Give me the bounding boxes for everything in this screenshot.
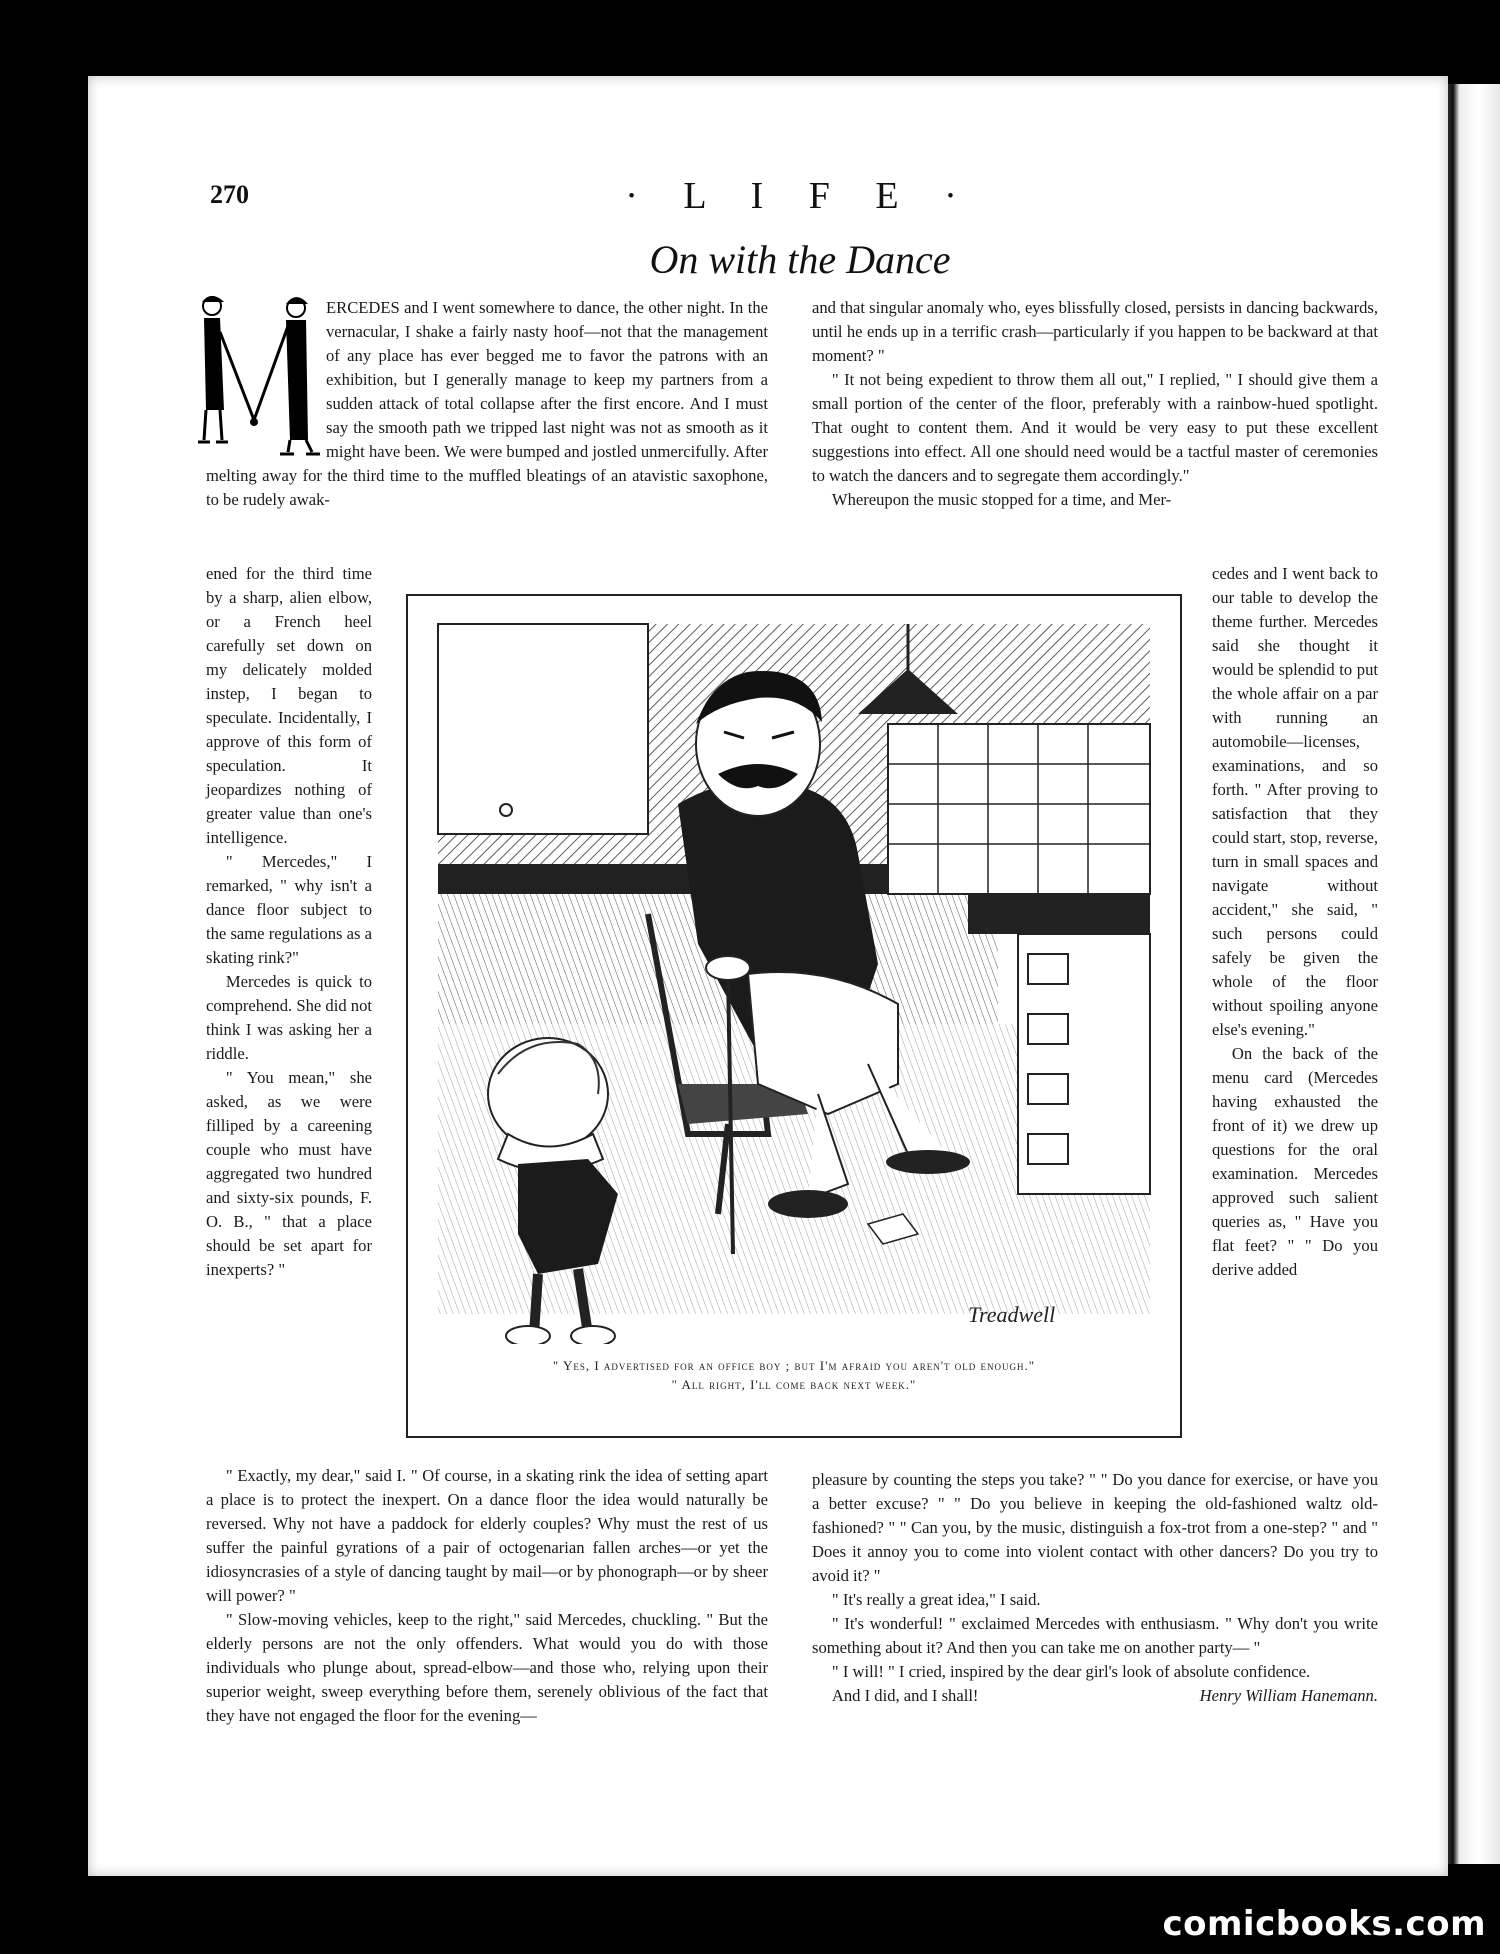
paragraph: " It's really a great idea," I said. — [831, 1590, 1041, 1609]
masthead: · L I F E · — [625, 175, 975, 217]
closing-text: And I did, and I shall! — [831, 1686, 979, 1705]
paragraph: " Exactly, my dear," said I. " Of course, in a skating rink the idea of setting apart a place is to protect the inexpert. On a dance floor the idea would naturally be reversed. Why not have a paddock for elderly couples? Why must the rest of us suffer the painful gyrations of a pair of octogenarian fallen arches—or yet the idiosyncrasies of a style of dancing taught by mail—or by phonograph—or by sheer will power? " — [206, 1466, 768, 1605]
paragraph: " It not being expedient to throw them all out," I replied, " I should give them a small portion of the center of the floor, preferably with a rainbow-hued spotlight. That ought to content them. And it would be very easy to put these excellent suggestions into effect. All one should need would be a tactful master of ceremonies to watch the dancers and to segregate them accordingly." — [812, 370, 1378, 485]
paragraph: Mercedes is quick to comprehend. She did not think I was asking her a riddle. — [206, 972, 372, 1063]
paragraph: " Mercedes," I remarked, " why isn't a dance floor subject to the same regulations as a skating rink?" — [206, 852, 372, 967]
paragraph: " I will! " I cried, inspired by the dear girl's look of absolute confidence. — [831, 1662, 1311, 1681]
author-signature: Henry William Hanemann. — [1199, 1686, 1378, 1705]
closing-line — [812, 1684, 1378, 1708]
article-column-left-narrow — [206, 562, 372, 1282]
paragraph: Whereupon the music stopped for a time, and Mer- — [831, 490, 1172, 509]
paragraph: " You mean," she asked, as we were filliped by a careening couple who must have aggregated two hundred and sixty-six pounds, F. O. B., " that a place should be set apart for inexperts? " — [206, 1068, 372, 1279]
artist-signature: Treadwell — [968, 1302, 1056, 1327]
paragraph: ERCEDES and I went somewhere to dance, the other night. In the vernacular, I shake a fairly nasty hoof—not that the management of any place has ever begged me to favor the patrons with an exhibition, but I generally manage to keep my partners from a sudden attack of total collapse after the first encore. And I must say the smooth path we tripped last night was not as smooth as it might have been. We were bumped and jostled unmercifully. After melting away for the third time to the muffled bleatings of an atavistic saxophone, to be rudely awak- — [206, 298, 768, 509]
next-page-edge — [1448, 84, 1500, 1864]
caption-line: " Yes, I advertised for an office boy ; but I'm afraid you aren't old enough." — [552, 1358, 1036, 1373]
page-number: 270 — [210, 180, 249, 209]
paragraph: On the back of the menu card (Mercedes having exhausted the front of it) we drew up questions for the oral examination. Mercedes approved such salient queries as, " Have you flat feet? " " Do you derive added — [1212, 1044, 1378, 1279]
article-title: On with the Dance — [649, 237, 951, 282]
paragraph: pleasure by counting the steps you take? " " Do you dance for exercise, or have you a better excuse? " " Do you believe in keeping the old-fashioned waltz old-fashioned? " " Can you, by the music, distinguish a fox-trot from a one-step? " and " Does it annoy you to come into violent contact with other dancers? Do you try to avoid it? " — [812, 1470, 1378, 1585]
paragraph: cedes and I went back to our table to develop the theme further. Mercedes said she thought it would be splendid to put the whole affair on a par with running an automobile—licenses, examinations, and so forth. " After proving to satisfaction that they could start, stop, reverse, turn in small spaces and navigate without accident," she said, " such persons could safely be given the whole of the floor without spoiling anyone else's evening." — [1212, 564, 1378, 1039]
cartoon-panel — [406, 594, 1182, 1438]
caption-line: " All right, I'll come back next week." — [671, 1377, 917, 1392]
cartoon-caption — [436, 1356, 1152, 1394]
paragraph: and that singular anomaly who, eyes blissfully closed, persists in dancing backwards, until he ends up in a terrific crash—particularly if you happen to be backward at that moment? " — [812, 298, 1378, 365]
cartoon-illustration — [428, 614, 1160, 1344]
watermark: comicbooks.com — [1162, 1904, 1486, 1944]
paragraph: " It's wonderful! " exclaimed Mercedes with enthusiasm. " Why don't you write something about it? And then you can take me on another party— " — [812, 1614, 1378, 1657]
scan-border — [0, 1876, 1500, 1954]
article-column-left-bottom — [206, 1464, 768, 1728]
paragraph: " Slow-moving vehicles, keep to the right," said Mercedes, chuckling. " But the elderly persons are not the only offenders. What would you do with those individuals who plunge about, spread-elbow—and those who, relying upon their superior weight, sweep everything before them, serenely oblivious of the fact that they have not engaged the floor for the evening— — [206, 1610, 768, 1725]
paragraph: ened for the third time by a sharp, alien elbow, or a French heel carefully set down on my delicately molded instep, I began to speculate. Incidentally, I approve of this form of speculation. It jeopardizes nothing of greater value than one's intelligence. — [206, 564, 372, 847]
article-column-left-top — [206, 296, 768, 512]
article-column-right-top — [812, 296, 1378, 512]
article-column-right-bottom — [812, 1468, 1378, 1708]
article-column-right-narrow — [1212, 562, 1378, 1282]
